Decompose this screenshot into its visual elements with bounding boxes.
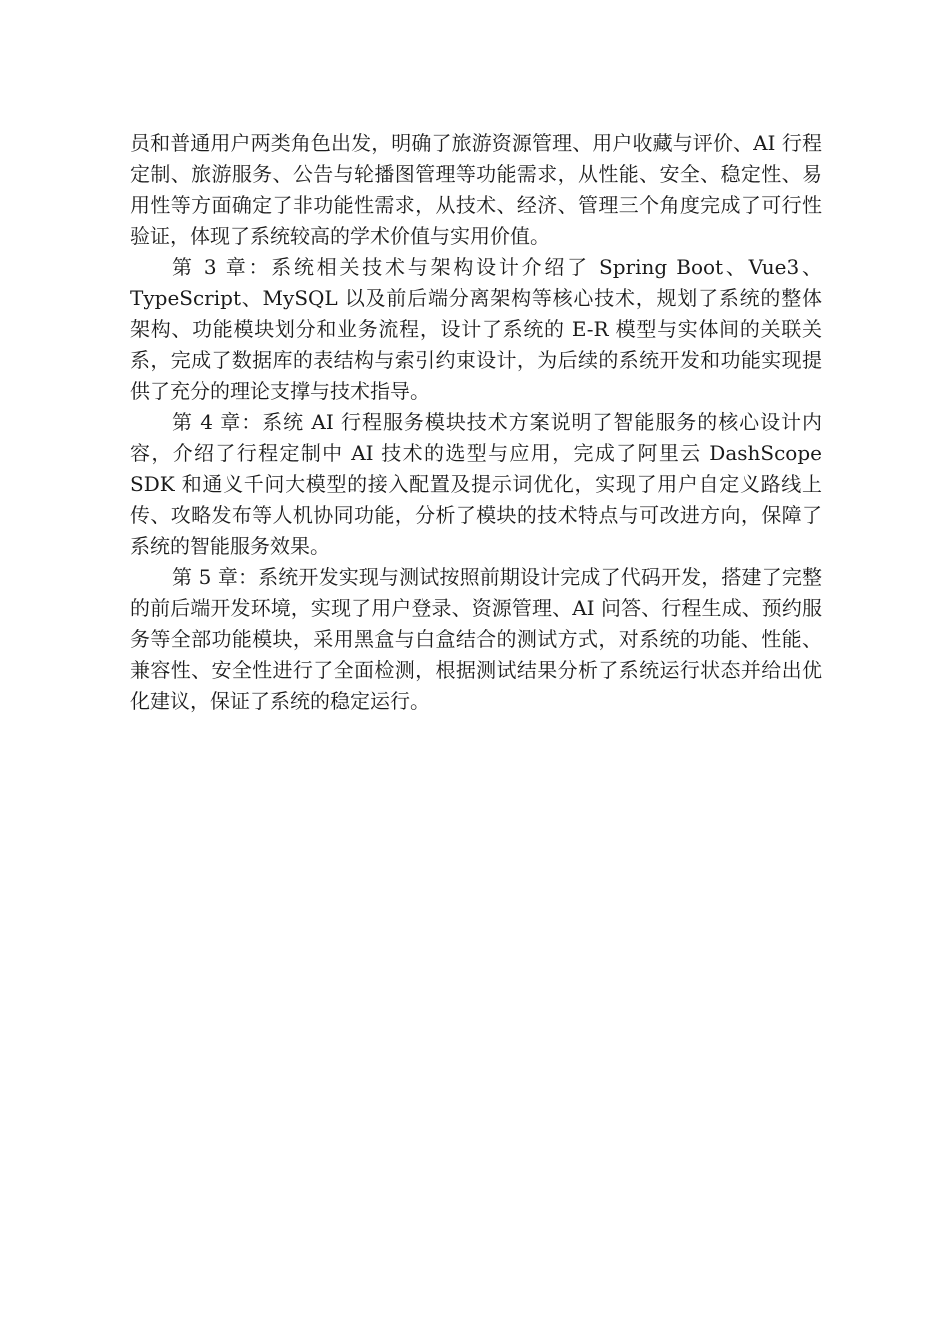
- body-text: [130, 128, 822, 717]
- paragraph-continuation: 员和普通用户两类角色出发，明确了旅游资源管理、用户收藏与评价、AI 行程定制、旅游服务、公告与轮播图管理等功能需求，从性能、安全、稳定性、易用性等方面确定了非功能性需求，从技术、经济、管理三个角度完成了可行性验证，体现了系统较高的学术价值与实用价值。: [130, 131, 822, 248]
- paragraph-chapter-3: 第 3 章：系统相关技术与架构设计介绍了 Spring Boot、Vue3、TypeScript、MySQL 以及前后端分离架构等核心技术，规划了系统的整体架构、功能模块划分和业务流程，设计了系统的 E-R 模型与实体间的关联关系，完成了数据库的表结构与索引约束设计，为后续的系统开发和功能实现提供了充分的理论支撑与技术指导。: [130, 255, 822, 403]
- paragraph-chapter-5: 第 5 章：系统开发实现与测试按照前期设计完成了代码开发，搭建了完整的前后端开发环境，实现了用户登录、资源管理、AI 问答、行程生成、预约服务等全部功能模块，采用黑盒与白盒结合的测试方式，对系统的功能、性能、兼容性、安全性进行了全面检测，根据测试结果分析了系统运行状态并给出优化建议，保证了系统的稳定运行。: [130, 565, 822, 713]
- paragraph-chapter-4: 第 4 章：系统 AI 行程服务模块技术方案说明了智能服务的核心设计内容，介绍了行程定制中 AI 技术的选型与应用，完成了阿里云 DashScope SDK 和通义千问大模型的接入配置及提示词优化，实现了用户自定义路线上传、攻略发布等人机协同功能，分析了模块的技术特点与可改进方向，保障了系统的智能服务效果。: [130, 410, 822, 558]
